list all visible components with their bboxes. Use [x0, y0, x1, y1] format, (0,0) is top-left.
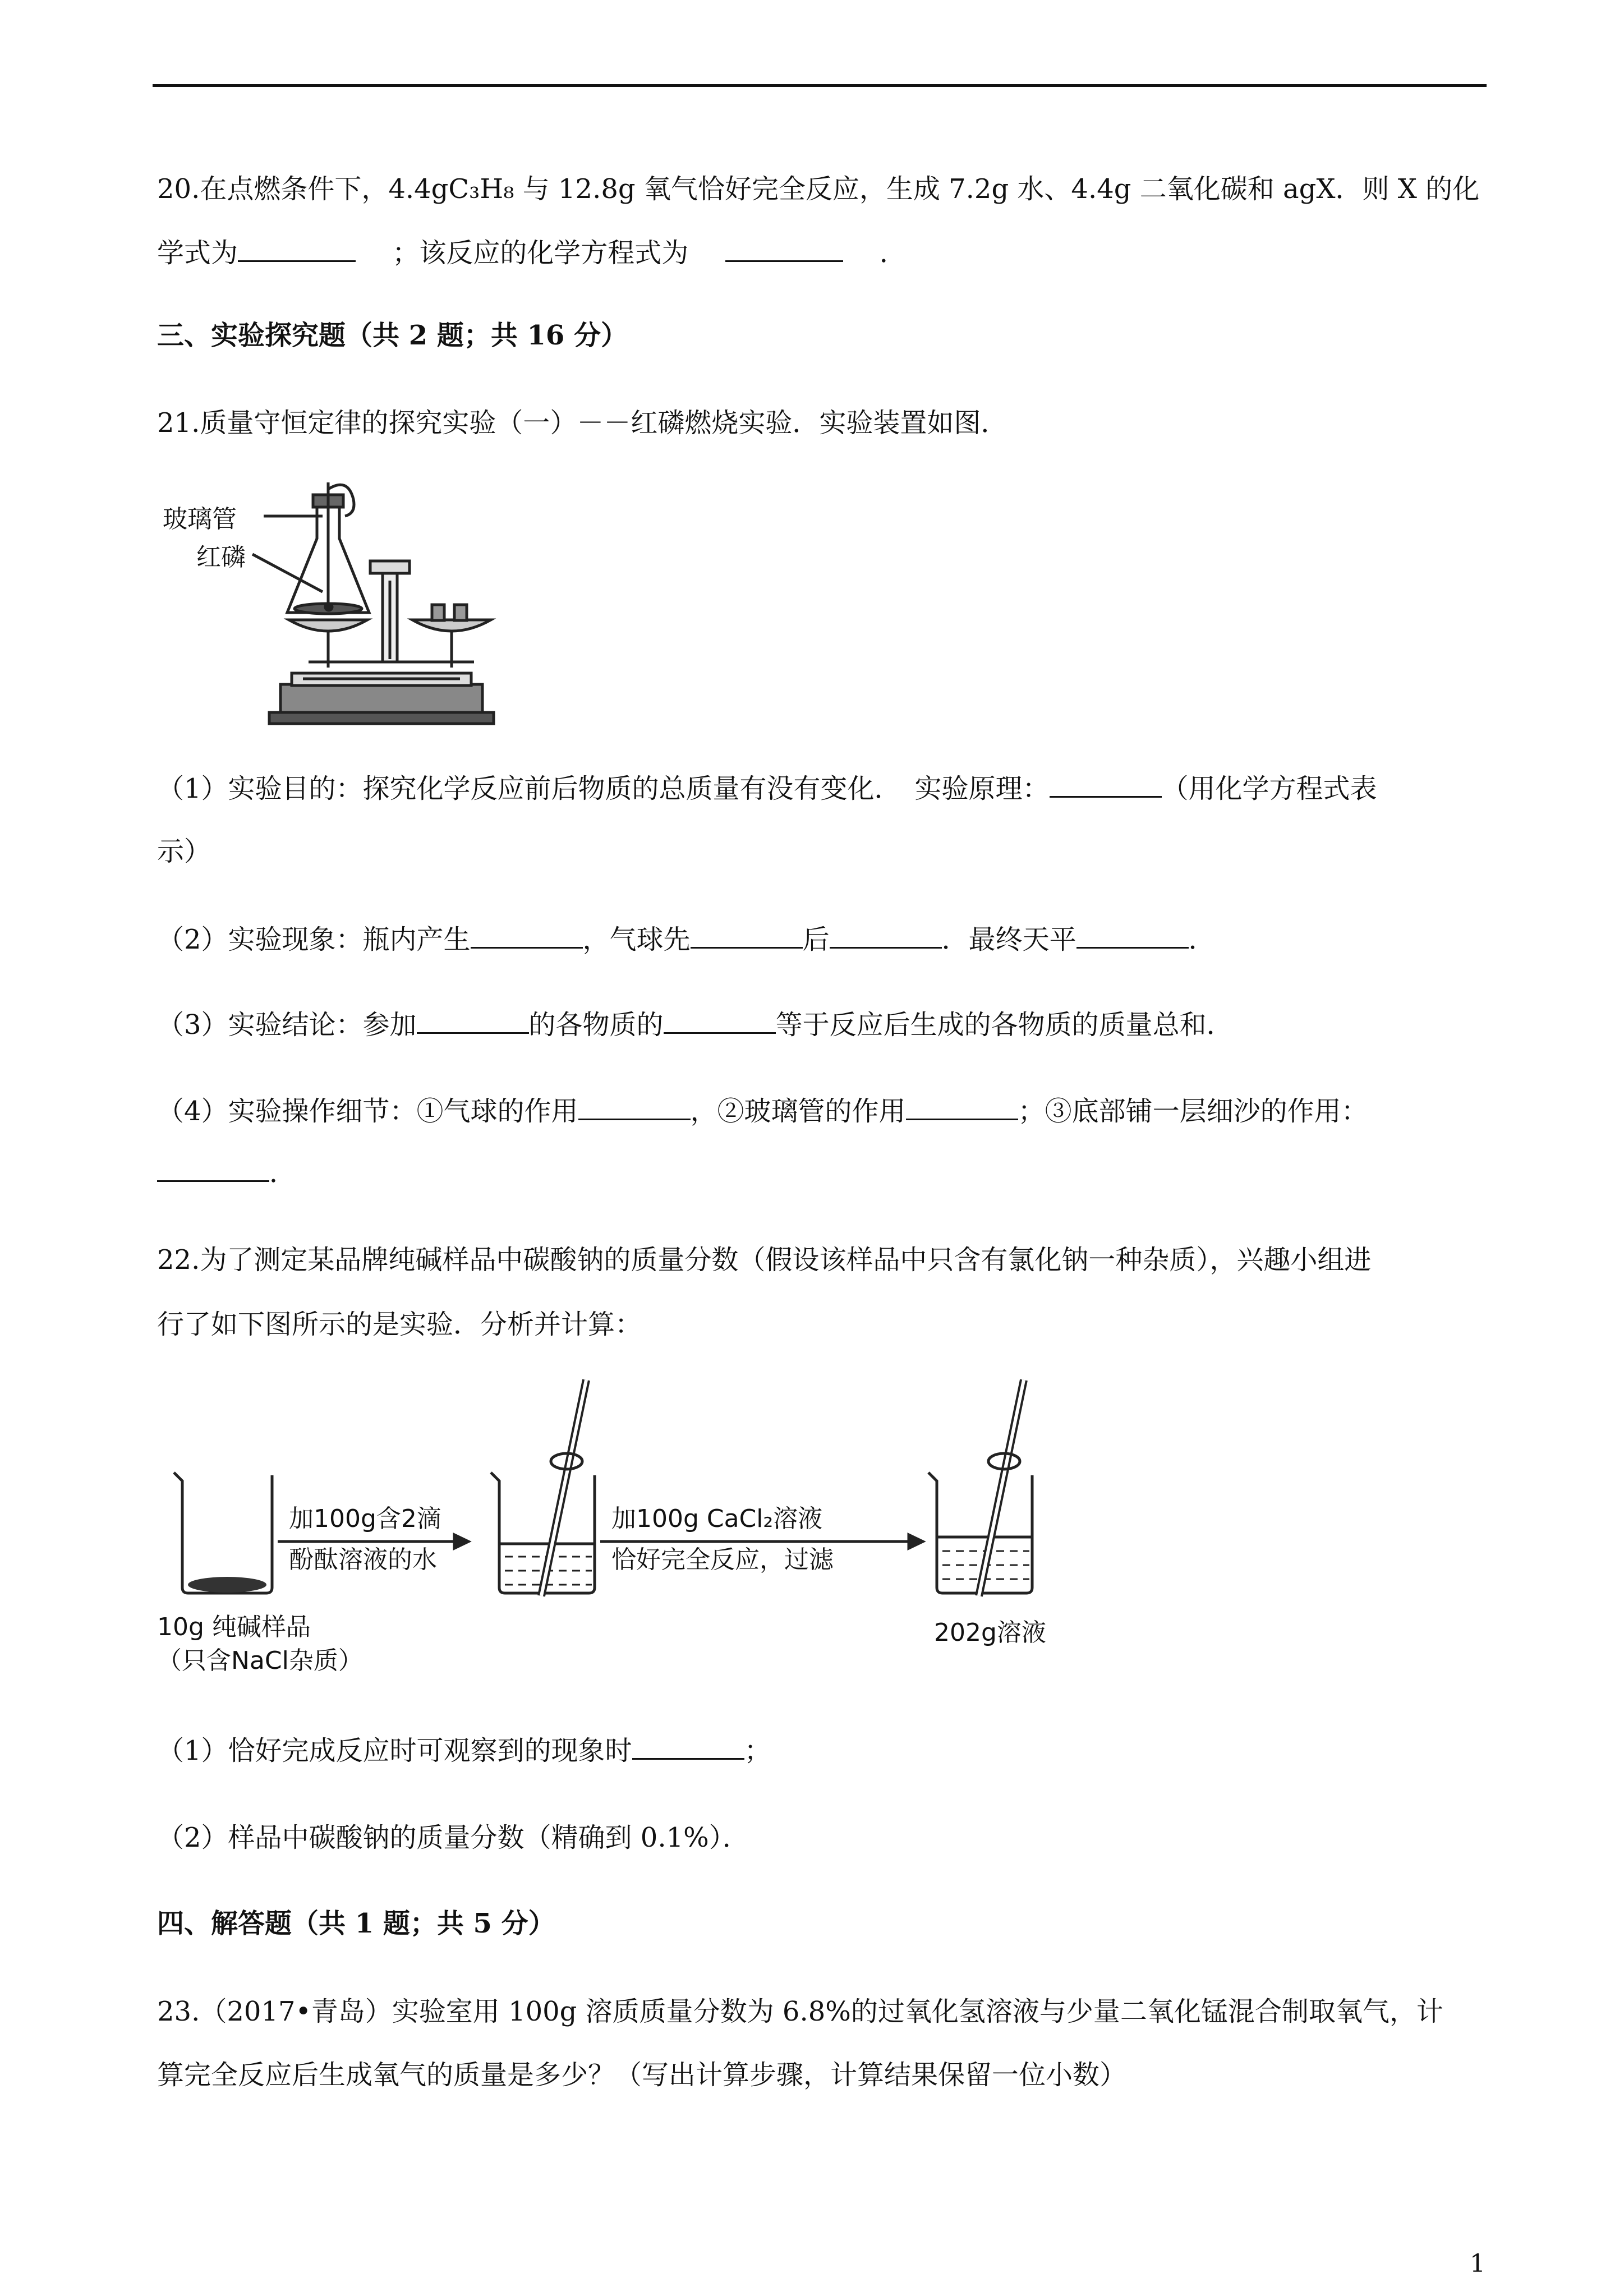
- q21-p4-line1: [157, 1094, 1368, 1129]
- answer-blank[interactable]: [830, 924, 942, 949]
- answer-blank[interactable]: [632, 1736, 744, 1760]
- section3-title: 三、实验探究题（共 2 题；共 16 分）: [157, 320, 628, 351]
- step1-label-a: 加100g含2滴: [289, 1504, 441, 1533]
- q21-p3: [157, 1007, 1234, 1042]
- section4-title: 四、解答题（共 1 题；共 5 分）: [157, 1908, 555, 1939]
- q20-text-b: ；该反应的化学方程式为: [392, 237, 689, 269]
- step1-label-b: 酚酞溶液的水: [289, 1545, 437, 1574]
- q21-p2-text-a: （2）实验现象：瓶内产生: [157, 924, 471, 955]
- q22-line1: 22.为了测定某品牌纯碱样品中碳酸钠的质量分数（假设该样品中只含有氯化钠一种杂质），兴趣小组进: [157, 1244, 1372, 1276]
- label-red-phosphorus: 红磷: [196, 543, 246, 572]
- q21-p4-text-c: ；③底部铺一层细沙的作用：: [1018, 1096, 1368, 1127]
- q22-line2: 行了如下图所示的是实验．分析并计算：: [157, 1309, 642, 1340]
- q21-p1-text-b: （用化学方程式表: [1161, 773, 1377, 804]
- page-number: 1: [1470, 2249, 1485, 2278]
- solution-label: 202g溶液: [934, 1618, 1046, 1647]
- answer-blank[interactable]: [471, 924, 583, 949]
- answer-blank[interactable]: [725, 238, 843, 262]
- q21-p3-text-b: 的各物质的: [528, 1009, 664, 1041]
- q20-text-a: 学式为: [157, 237, 238, 269]
- q21-p2-text-e: ．: [1188, 924, 1216, 955]
- answer-blank[interactable]: [417, 1010, 529, 1034]
- answer-blank[interactable]: [664, 1010, 776, 1034]
- q21-p2-text-c: 后: [802, 924, 830, 955]
- step2-label-a: 加100g CaCl₂溶液: [611, 1504, 823, 1533]
- q20-line1: 20.在点燃条件下，4.4gC₃H₈ 与 12.8g 氧气恰好完全反应，生成 7.2g 水、4.4g 二氧化碳和 agX．则 X 的化: [157, 173, 1480, 205]
- q21-p2: [157, 922, 1216, 957]
- q21-p4-text-b: ，②玻璃管的作用: [690, 1096, 906, 1127]
- answer-blank[interactable]: [1050, 774, 1162, 798]
- sample-label-b: （只含NaCl杂质）: [157, 1646, 363, 1675]
- q22-p1-text-a: （1）恰好完成反应时可观察到的现象时: [157, 1735, 632, 1766]
- q20-line2: [157, 236, 907, 270]
- q21-p1-line2: 示）: [157, 836, 211, 867]
- red-phosphorus-apparatus-figure: [163, 482, 527, 729]
- q20-text-c: ．: [879, 237, 907, 269]
- q21-p4-line2: [157, 1156, 296, 1190]
- answer-blank[interactable]: [238, 238, 356, 262]
- q21-stem: 21.质量守恒定律的探究实验（一）－－红磷燃烧实验．实验装置如图．: [157, 407, 1008, 439]
- answer-blank[interactable]: [691, 924, 803, 949]
- label-glass-tube: 玻璃管: [163, 505, 237, 533]
- header-rule: [153, 84, 1487, 87]
- q21-p1-text-a: （1）实验目的：探究化学反应前后物质的总质量有没有变化． 实验原理：: [157, 773, 1050, 804]
- q22-p1: [157, 1733, 771, 1768]
- q23-line1: 23.（2017•青岛）实验室用 100g 溶质质量分数为 6.8%的过氧化氢溶液与少量二氧化锰混合制取氧气，计: [157, 1996, 1443, 2027]
- q23-line2: 算完全反应后生成氧气的质量是多少？（写出计算步骤，计算结果保留一位小数）: [157, 2059, 1127, 2091]
- q21-p4-text-a: （4）实验操作细节：①气球的作用: [157, 1096, 578, 1127]
- q21-p2-text-d: ．最终天平: [941, 924, 1076, 955]
- sodium-carbonate-experiment-figure: [151, 1369, 1077, 1683]
- step2-label-b: 恰好完全反应，过滤: [611, 1545, 834, 1574]
- answer-blank[interactable]: [906, 1096, 1018, 1120]
- q21-p2-text-b: ，气球先: [582, 924, 691, 955]
- answer-blank[interactable]: [578, 1096, 691, 1120]
- answer-blank[interactable]: [157, 1158, 269, 1182]
- answer-blank[interactable]: [1076, 924, 1189, 949]
- q21-p3-text-a: （3）实验结论：参加: [157, 1009, 417, 1041]
- q22-p1-text-b: ；: [744, 1735, 771, 1766]
- q21-p4-text-d: ．: [269, 1157, 297, 1189]
- q21-p1-line1: [157, 771, 1377, 806]
- q22-p2: （2）样品中碳酸钠的质量分数（精确到 0.1%）．: [157, 1822, 749, 1853]
- sample-label-a: 10g 纯碱样品: [157, 1613, 311, 1641]
- q21-p3-text-c: 等于反应后生成的各物质的质量总和．: [775, 1009, 1234, 1041]
